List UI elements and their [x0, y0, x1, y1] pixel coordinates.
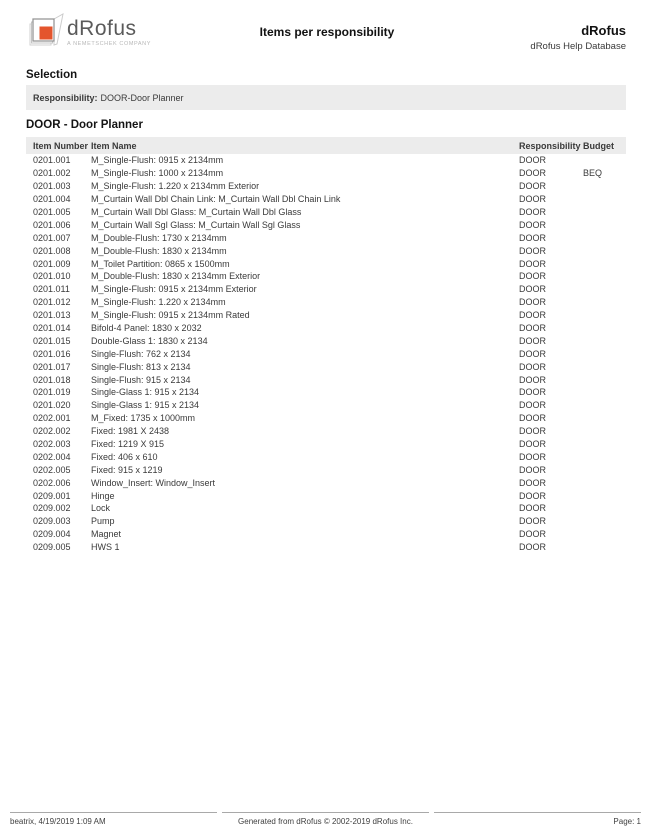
cell-item-number: 0201.011 — [33, 284, 70, 295]
cell-budget — [583, 515, 626, 528]
cell-item-number: 0202.006 — [33, 477, 71, 488]
cell-responsibility: DOOR — [519, 529, 546, 540]
cell-item-name: M_Curtain Wall Dbl Glass: M_Curtain Wall Dbl Glass — [91, 207, 302, 217]
cell-item-name: Fixed: 1981 X 2438 — [91, 426, 170, 437]
table-row — [26, 463, 626, 476]
cell-budget — [583, 450, 626, 463]
footer-page-number: Page: 1 — [434, 812, 641, 826]
table-row — [26, 180, 626, 193]
cell-item-name: Single-Flush: 915 x 2134 — [91, 374, 191, 385]
database-subtitle: dRofus Help Database — [530, 41, 626, 52]
cell-item-number: 0209.002 — [33, 503, 71, 514]
cell-item-name: M_Toilet Partition: 0865 x 1500mm — [91, 258, 230, 269]
column-header-item-number: Item Number — [26, 137, 91, 154]
cell-budget — [583, 347, 626, 360]
cell-budget — [583, 257, 626, 270]
cell-item-number: 0201.015 — [33, 335, 71, 346]
cell-budget — [583, 154, 626, 167]
cell-budget — [583, 489, 626, 502]
cell-responsibility: DOOR — [519, 271, 546, 282]
cell-item-number: 0201.008 — [33, 245, 71, 256]
cell-responsibility: DOOR — [519, 451, 546, 462]
selection-label: Responsibility: — [33, 92, 98, 103]
cell-item-name: M_Single-Flush: 0915 x 2134mm Exterior — [91, 284, 257, 295]
cell-budget — [583, 206, 626, 219]
table-row — [26, 193, 626, 206]
cell-responsibility: DOOR — [519, 516, 546, 527]
table-header-row — [26, 137, 626, 154]
cell-item-number: 0201.018 — [33, 374, 71, 385]
cell-responsibility: DOOR — [519, 207, 546, 217]
cell-budget: BEQ — [583, 168, 603, 179]
cell-budget — [583, 309, 626, 322]
cell-budget — [583, 541, 626, 554]
cell-item-name: Bifold-4 Panel: 1830 x 2032 — [91, 323, 202, 334]
table-row — [26, 476, 626, 489]
cell-item-number: 0201.019 — [33, 387, 71, 398]
cell-item-name: HWS 1 — [91, 542, 120, 553]
cell-item-name: M_Single-Flush: 1.220 x 2134mm — [91, 297, 226, 308]
cell-item-name: Pump — [91, 516, 115, 527]
footer-user-timestamp: beatrix, 4/19/2019 1:09 AM — [10, 812, 217, 826]
cell-item-number: 0202.003 — [33, 439, 71, 450]
cell-budget — [583, 425, 626, 438]
cell-responsibility: DOOR — [519, 464, 546, 475]
cell-budget — [583, 296, 626, 309]
brand-name: dRofus — [67, 17, 137, 40]
report-footer — [10, 812, 641, 826]
cell-budget — [583, 218, 626, 231]
report-title: Items per responsibility — [259, 25, 395, 39]
table-row — [26, 515, 626, 528]
drofus-logo — [28, 12, 203, 52]
cell-budget — [583, 270, 626, 283]
cell-item-name: M_Curtain Wall Dbl Chain Link: M_Curtain Wall Dbl Chain Link — [91, 194, 341, 205]
table-row — [26, 489, 626, 502]
cell-item-number: 0202.002 — [33, 426, 71, 437]
database-block — [451, 12, 626, 52]
cell-item-number: 0209.003 — [33, 516, 71, 527]
cell-budget — [583, 334, 626, 347]
table-row — [26, 347, 626, 360]
cell-item-number: 0201.003 — [33, 181, 71, 192]
database-title: dRofus — [581, 23, 626, 38]
cell-responsibility: DOOR — [519, 297, 546, 308]
cell-item-name: M_Single-Flush: 1000 x 2134mm — [91, 168, 224, 179]
cell-responsibility: DOOR — [519, 426, 546, 437]
table-row — [26, 218, 626, 231]
cell-budget — [583, 231, 626, 244]
cell-item-name: M_Double-Flush: 1730 x 2134mm — [91, 232, 227, 243]
drofus-logo-text — [67, 18, 151, 47]
cell-responsibility: DOOR — [519, 503, 546, 514]
table-row — [26, 296, 626, 309]
column-header-budget: Budget — [583, 137, 626, 154]
table-row — [26, 322, 626, 335]
cell-item-number: 0201.016 — [33, 348, 71, 359]
footer-generated-note: Generated from dRofus © 2002-2019 dRofus Inc. — [222, 812, 429, 826]
table-row — [26, 270, 626, 283]
cell-item-number: 0201.005 — [33, 207, 71, 217]
cell-item-number: 0201.014 — [33, 323, 71, 334]
cell-item-name: Single-Flush: 762 x 2134 — [91, 348, 191, 359]
cell-responsibility: DOOR — [519, 323, 546, 334]
cell-item-name: Fixed: 406 x 610 — [91, 451, 158, 462]
cell-item-name: M_Fixed: 1735 x 1000mm — [91, 413, 196, 424]
cell-budget — [583, 360, 626, 373]
table-row — [26, 334, 626, 347]
selection-value: DOOR-Door Planner — [100, 92, 184, 103]
cell-responsibility: DOOR — [519, 361, 546, 372]
table-row — [26, 412, 626, 425]
cell-item-name: Double-Glass 1: 1830 x 2134 — [91, 335, 208, 346]
column-header-responsibility: Responsibility — [519, 137, 583, 154]
cell-item-name: Fixed: 1219 X 915 — [91, 439, 165, 450]
cell-responsibility: DOOR — [519, 335, 546, 346]
table-row — [26, 502, 626, 515]
cell-item-name: Window_Insert: Window_Insert — [91, 477, 216, 488]
column-header-item-name: Item Name — [91, 137, 519, 154]
cell-item-name: M_Double-Flush: 1830 x 2134mm — [91, 245, 227, 256]
cell-item-number: 0201.009 — [33, 258, 71, 269]
cell-responsibility: DOOR — [519, 348, 546, 359]
selection-bar — [26, 85, 626, 110]
cell-item-name: Fixed: 915 x 1219 — [91, 464, 163, 475]
report-header — [0, 0, 651, 60]
cell-responsibility: DOOR — [519, 542, 546, 553]
cell-responsibility: DOOR — [519, 490, 546, 501]
cell-responsibility: DOOR — [519, 413, 546, 424]
cell-item-name: Single-Flush: 813 x 2134 — [91, 361, 191, 372]
cell-budget — [583, 412, 626, 425]
table-row — [26, 438, 626, 451]
table-body — [26, 154, 626, 554]
cell-item-name: M_Double-Flush: 1830 x 2134mm Exterior — [91, 271, 261, 282]
cell-item-number: 0201.013 — [33, 310, 71, 321]
group-heading: DOOR - Door Planner — [26, 119, 143, 131]
cell-item-name: Hinge — [91, 490, 115, 501]
cell-item-name: Single-Glass 1: 915 x 2134 — [91, 387, 200, 398]
cell-responsibility: DOOR — [519, 219, 546, 230]
cell-budget — [583, 476, 626, 489]
cell-budget — [583, 322, 626, 335]
cell-responsibility: DOOR — [519, 310, 546, 321]
cell-item-number: 0201.010 — [33, 271, 71, 282]
cell-item-number: 0202.004 — [33, 451, 71, 462]
cell-budget — [583, 193, 626, 206]
table-row — [26, 154, 626, 167]
table-row — [26, 231, 626, 244]
cell-responsibility: DOOR — [519, 258, 546, 269]
cell-item-name: M_Single-Flush: 0915 x 2134mm Rated — [91, 310, 250, 321]
cell-budget — [583, 244, 626, 257]
table-row — [26, 257, 626, 270]
cell-item-number: 0201.020 — [33, 400, 71, 411]
cell-responsibility: DOOR — [519, 374, 546, 385]
cell-responsibility: DOOR — [519, 387, 546, 398]
cell-responsibility: DOOR — [519, 194, 546, 205]
cell-budget — [583, 463, 626, 476]
cell-responsibility: DOOR — [519, 181, 546, 192]
cell-item-number: 0201.017 — [33, 361, 71, 372]
cell-budget — [583, 399, 626, 412]
cell-responsibility: DOOR — [519, 232, 546, 243]
table-row — [26, 425, 626, 438]
cell-item-number: 0209.004 — [33, 529, 71, 540]
table-row — [26, 206, 626, 219]
cell-budget — [583, 386, 626, 399]
table-row — [26, 450, 626, 463]
cell-item-name: M_Single-Flush: 1.220 x 2134mm Exterior — [91, 181, 260, 192]
cell-responsibility: DOOR — [519, 400, 546, 411]
table-row — [26, 373, 626, 386]
brand-tagline: A NEMETSCHEK COMPANY — [67, 41, 152, 47]
cell-item-number: 0201.012 — [33, 297, 71, 308]
cell-responsibility: DOOR — [519, 477, 546, 488]
cell-item-number: 0209.005 — [33, 542, 71, 553]
cell-item-name: Single-Glass 1: 915 x 2134 — [91, 400, 200, 411]
items-table — [26, 137, 626, 554]
table-row — [26, 167, 626, 180]
cell-item-number: 0202.005 — [33, 464, 71, 475]
cell-budget — [583, 180, 626, 193]
cell-responsibility: DOOR — [519, 439, 546, 450]
table-row — [26, 360, 626, 373]
cell-responsibility: DOOR — [519, 168, 546, 179]
cell-responsibility: DOOR — [519, 245, 546, 256]
cell-item-number: 0209.001 — [33, 490, 71, 501]
table-row — [26, 541, 626, 554]
cell-item-name: M_Single-Flush: 0915 x 2134mm — [91, 155, 224, 166]
cell-item-number: 0201.004 — [33, 194, 71, 205]
cell-budget — [583, 438, 626, 451]
cell-budget — [583, 502, 626, 515]
cell-item-number: 0201.007 — [33, 232, 71, 243]
cell-item-number: 0201.006 — [33, 219, 71, 230]
cell-budget — [583, 373, 626, 386]
table-row — [26, 309, 626, 322]
cell-item-name: Lock — [91, 503, 111, 514]
cell-responsibility: DOOR — [519, 155, 546, 166]
table-row — [26, 283, 626, 296]
cell-item-number: 0202.001 — [33, 413, 71, 424]
table-row — [26, 244, 626, 257]
cell-item-name: M_Curtain Wall Sgl Glass: M_Curtain Wall Sgl Glass — [91, 219, 301, 230]
cell-responsibility: DOOR — [519, 284, 546, 295]
cell-item-number: 0201.002 — [33, 168, 71, 179]
cell-item-number: 0201.001 — [33, 155, 71, 166]
table-row — [26, 399, 626, 412]
drofus-logo-icon — [28, 12, 64, 52]
cell-item-name: Magnet — [91, 529, 122, 540]
report-content — [26, 69, 626, 554]
cell-budget — [583, 528, 626, 541]
selection-heading: Selection — [26, 69, 78, 81]
table-row — [26, 528, 626, 541]
table-row — [26, 386, 626, 399]
cell-budget — [583, 283, 626, 296]
